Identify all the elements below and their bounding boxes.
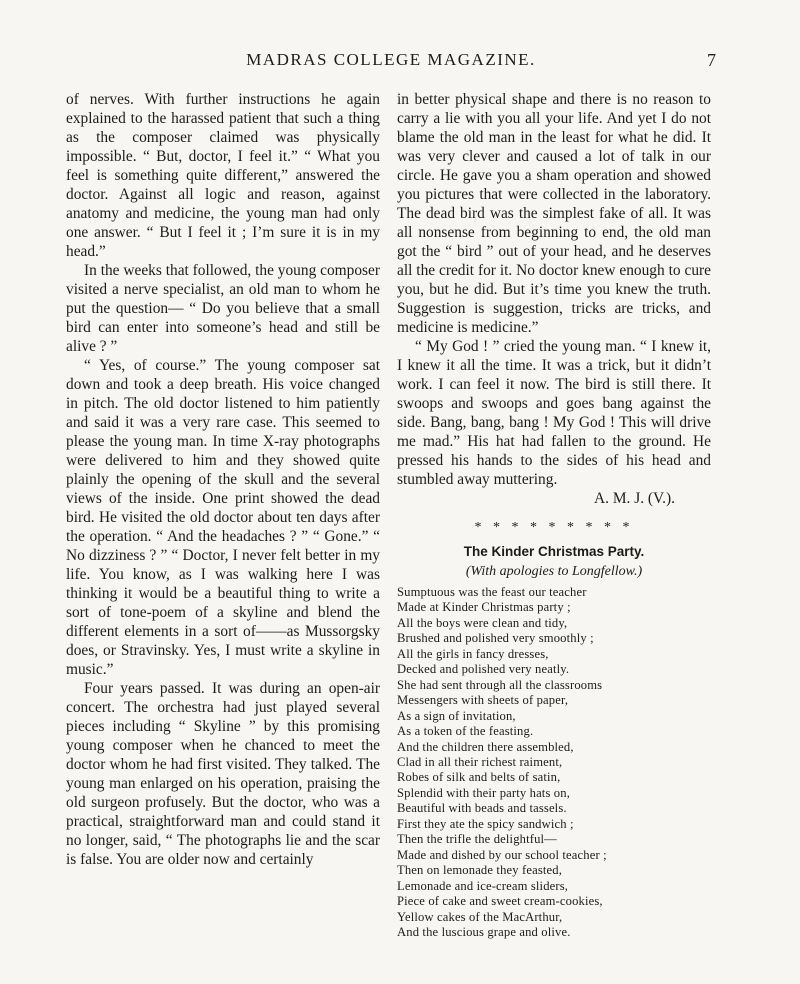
author-signature: A. M. J. (V.).	[594, 490, 675, 507]
running-title: MADRAS COLLEGE MAGAZINE.	[246, 50, 536, 69]
poem-line: Lemonade and ice-cream sliders,	[397, 878, 569, 893]
poem-line: As a sign of invitation,	[397, 708, 516, 723]
body-paragraph: In the weeks that followed, the young composer visited a nerve specialist, an old man to whom he put the question— “ Do you believe that a small bird can enter into someone’s head and still be alive ? ”	[66, 262, 380, 355]
poem-line: Yellow cakes of the MacArthur,	[397, 909, 563, 924]
body-paragraph: of nerves. With further instructions he again explained to the harassed patient that such a thing as the composer claimed was physically impossible. “ But, doctor, I feel it.” “ What you feel is something quite different,” answered the doctor. Against all logic and reason, against anatomy and medicine, the young man had only one answer. “ But I feel it ; I’m sure it is in my head.”	[66, 91, 380, 260]
body-paragraph: Four years passed. It was during an open-air concert. The orchestra had just played several pieces including “ Skyline ” by this promising young composer when he chanced to meet the doctor whom he had first visited. They talked. The young man enlarged on his operation, praising the old surgeon profusely. But the doctor, who was a practical, straightforward man and could stand it no longer, said, “ The photographs lie and the scar is false. You are older now and certainly	[66, 680, 380, 868]
poem-line: Made and dished by our school teacher ;	[397, 847, 607, 862]
poem-line: All the girls in fancy dresses,	[397, 646, 549, 661]
body-paragraph: in better physical shape and there is no reason to carry a lie with you all your life. And yet I do not blame the old man in the least for what he did. It was very clever and caused a lot of talk in our circle. He gave you a sham operation and showed you pictures that were collected in the laboratory. The dead bird was the simplest fake of all. It was all nonsense from beginning to end, the old man got the “ bird ” out of your head, and he deserves all the credit for it. No doctor knew enough to cure you, but he did. But it’s time you knew the truth. Suggestion is suggestion, tricks are tricks, and medicine is medicine.”	[397, 91, 711, 336]
poem-line: Then the trifle the delightful—	[397, 832, 557, 847]
poem-line: Then on lemonade they feasted,	[397, 863, 563, 878]
poem-line: Messengers with sheets of paper,	[397, 693, 569, 708]
left-column	[66, 90, 380, 869]
poem-line: Beautiful with beads and tassels.	[397, 801, 567, 816]
poem-line: First they ate the spicy sandwich ;	[397, 816, 574, 831]
poem-line: Piece of cake and sweet cream-cookies,	[397, 894, 603, 909]
poem-line: Robes of silk and belts of satin,	[397, 770, 561, 785]
poem-body	[397, 585, 711, 940]
poem-line: Made at Kinder Christmas party ;	[397, 600, 571, 615]
poem-title: The Kinder Christmas Party.	[463, 544, 645, 559]
poem-subtitle: (With apologies to Longfellow.)	[465, 564, 643, 579]
poem-line: Clad in all their richest raiment,	[397, 754, 563, 769]
poem-line: Brushed and polished very smoothly ;	[397, 631, 594, 646]
page-number: 7	[707, 50, 716, 70]
body-paragraph: “ Yes, of course.” The young composer sat down and took a deep breath. His voice changed in pitch. The old doctor listened to him patiently and said it was a very rare case. This seemed to please the young man. In time X-ray photographs were delivered to him and they showed quite plainly the opening of the skull and the several views of the inside. One print showed the dead bird. He visited the old doctor about ten days after the operation. “ And the headaches ? ” “ Gone.” “ No dizziness ? ” “ Doctor, I never felt better in my life. You know, as I was walking here I was thinking it would be a beautiful thing to write a sort of tone-poem of a skyline and blend the different elements in a sort of——as Mussorgsky does, or Stravinsky. Yes, I must write a skyline in music.”	[66, 357, 380, 678]
poem-line: Sumptuous was the feast our teacher	[397, 585, 587, 599]
page-header	[66, 50, 716, 74]
poem-line: And the luscious grape and olive.	[397, 924, 571, 939]
poem-line: Decked and polished very neatly.	[397, 662, 570, 677]
right-column	[397, 90, 711, 940]
poem-line: As a token of the feasting.	[397, 724, 534, 739]
body-paragraph: “ My God ! ” cried the young man. “ I knew it, I knew it all the time. It was a trick, but it didn’t work. I can feel it now. The bird is still there. It swoops and swoops and goes bang against the side. Bang, bang, bang ! My God ! This will drive me mad.” His hat had fallen to the ground. He pressed his hands to the sides of his head and stumbled away muttering.	[397, 338, 711, 488]
poem-line: All the boys were clean and tidy,	[397, 615, 568, 630]
poem-line: And the children there assembled,	[397, 739, 574, 754]
poem-line: She had sent through all the classrooms	[397, 677, 603, 692]
section-separator: * * * * * * * * *	[474, 520, 634, 535]
poem-line: Splendid with their party hats on,	[397, 785, 570, 800]
